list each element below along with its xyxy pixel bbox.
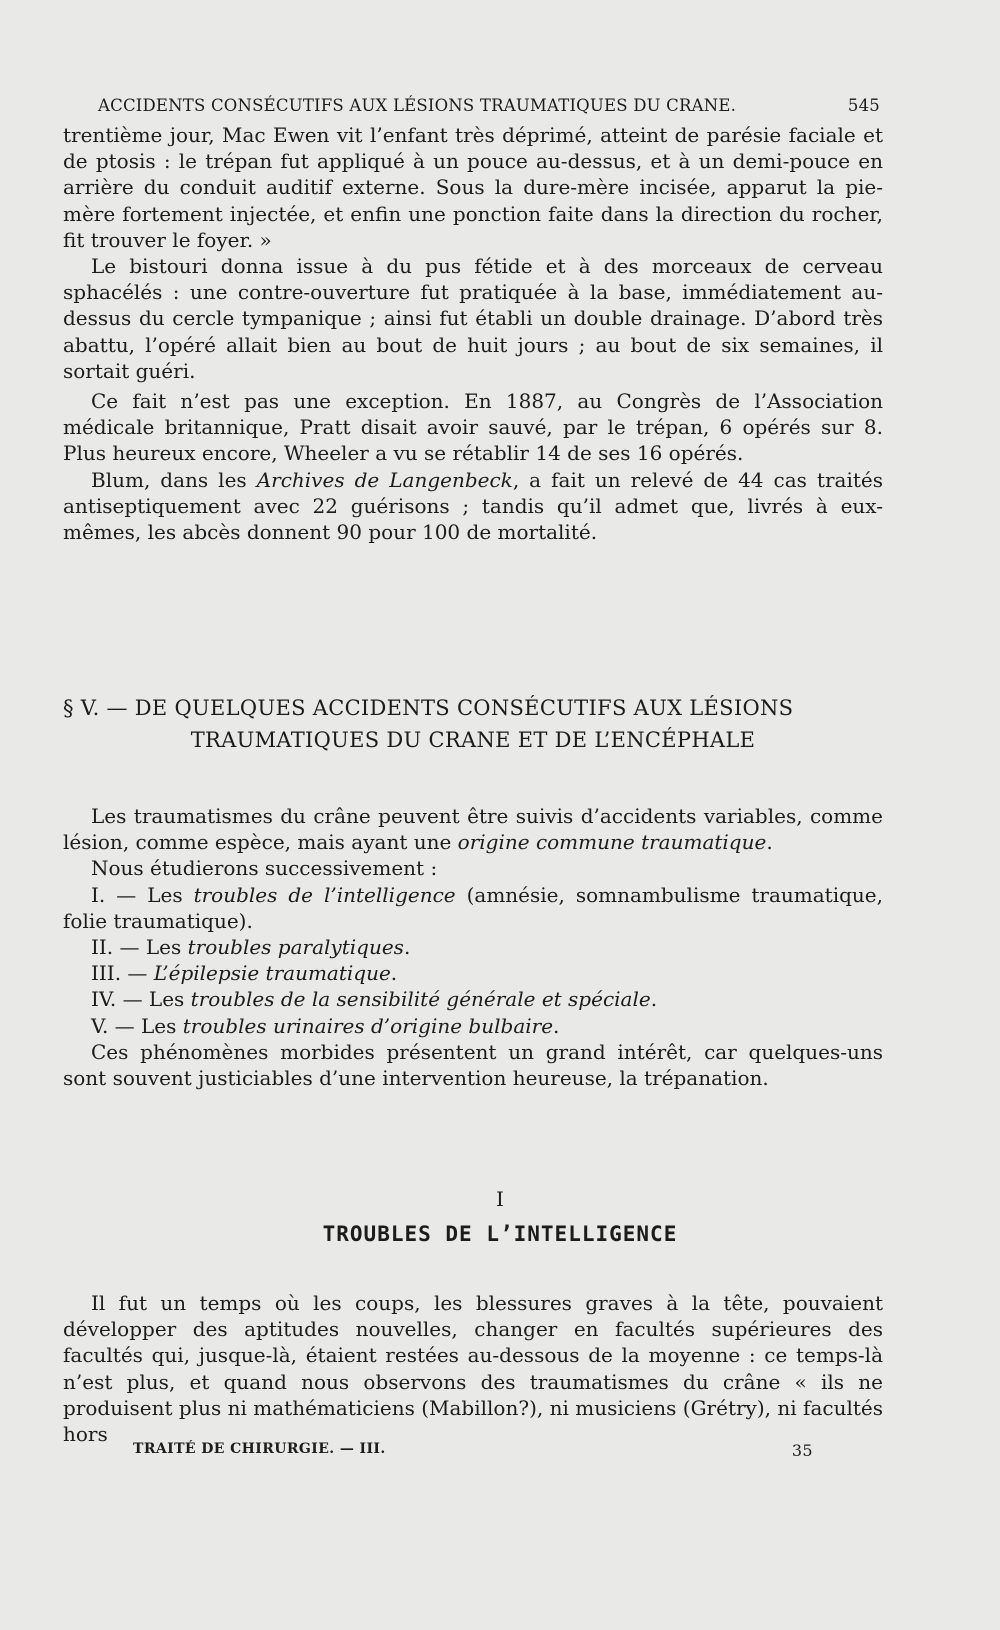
paragraph-closing: Ces phénomènes morbides présentent un grand intérêt, car quelques-uns sont souvent justiciables d’une intervention heureuse, la trépanation. xyxy=(63,1039,883,1091)
paragraph-exception: Ce fait n’est pas une exception. En 1887, au Congrès de l’Association médicale britannique, Pratt disait avoir sauvé, par le trépan, 6 opérés sur 8. Plus heureux encore, Wheeler a vu se rétablir 14 de ses 16 opérés. xyxy=(63,389,883,466)
page-number: 545 xyxy=(847,96,880,115)
list-item-2-italic: troubles paralytiques xyxy=(187,935,404,960)
blum-text-before: Blum, dans les xyxy=(91,467,257,492)
list-item-4-italic: troubles de la sensibilité générale et spéciale xyxy=(190,987,651,1012)
list-item-5-suffix: . xyxy=(553,1013,560,1038)
chapter-title: TROUBLES DE L’INTELLIGENCE xyxy=(322,1222,678,1246)
footer xyxy=(133,1441,813,1460)
list-item-4 xyxy=(63,986,883,1012)
blum-text-after: , a fait un relevé de 44 cas traités antiseptiquement avec 22 guérisons ; tandis qu’il admet que, livrés à eux-mêmes, les abcès donnent 90 pour 100 de mortalité. xyxy=(63,467,883,545)
list-item-2-suffix: . xyxy=(403,935,411,960)
paragraph-continuation: trentième jour, Mac Ewen vit l’enfant très déprimé, atteint de parésie faciale et de ptosis : le trépan fut appliqué à un pouce au-dessus, et à un demi-pouce en arrière du conduit auditif externe. Sous la dure-mère incisée, apparut la pie-mère fortement injectée, et enfin une ponction faite dans la direction du rocher, fit trouver le foyer. » xyxy=(63,123,883,252)
section-heading xyxy=(63,692,883,756)
intro-after: . xyxy=(766,830,773,855)
footer-title: TRAITÉ DE CHIRURGIE. — III. xyxy=(133,1441,386,1457)
list-item-2-prefix: II. — Les xyxy=(91,935,188,960)
list-item-5-italic: troubles urinaires d’origine bulbaire xyxy=(182,1013,554,1038)
section-heading-line1: § V. — DE QUELQUES ACCIDENTS CONSÉCUTIFS AUX LÉSIONS xyxy=(63,696,794,720)
paragraph-intro xyxy=(63,803,883,855)
list-item-4-suffix: . xyxy=(650,987,658,1012)
chapter-number: I xyxy=(496,1187,504,1211)
paragraph-study: Nous étudierons successivement : xyxy=(91,856,438,881)
list-item-3 xyxy=(63,960,883,986)
list-item-1-italic: troubles de l’intelligence xyxy=(193,882,456,907)
intro-italic: origine commune traumatique xyxy=(457,830,767,855)
list-item-5-prefix: V. — Les xyxy=(91,1013,183,1038)
running-head xyxy=(98,96,880,115)
body-text-chapter xyxy=(63,1290,883,1447)
list-item-3-suffix: . xyxy=(390,961,398,986)
list-item-2 xyxy=(63,934,883,960)
list-item-3-italic: L’épilepsie traumatique xyxy=(153,961,391,986)
paragraph-blum xyxy=(63,467,883,546)
list-item-1 xyxy=(63,882,883,934)
list-item-1-prefix: I. — Les xyxy=(91,882,194,907)
section-heading-line2: TRAUMATIQUES DU CRANE ET DE L’ENCÉPHALE xyxy=(190,728,756,752)
list-item-4-prefix: IV. — Les xyxy=(91,987,191,1012)
list-item-5 xyxy=(63,1013,883,1039)
list-item-3-prefix: III. — xyxy=(91,961,154,986)
paragraph-final: Il fut un temps où les coups, les blessures graves à la tête, pouvaient développer des aptitudes nouvelles, changer en facultés supérieures des facultés qui, jusque-là, étaient restées au-dessous de la moyenne : ce temps-là n’est plus, et quand nous observons des traumatismes du crâne « ils ne produisent plus ni mathématiciens (Mabillon?), ni musiciens (Grétry), ni facultés hors xyxy=(63,1291,883,1447)
list-item-1-suffix: (amnésie, somnambulisme traumatique, folie traumatique). xyxy=(63,882,883,933)
signature-number: 35 xyxy=(791,1441,813,1460)
body-text-section xyxy=(63,803,883,1091)
paragraph-bistouri: Le bistouri donna issue à du pus fétide et à des morceaux de cerveau sphacélés : une contre-ouverture fut pratiquée à la base, immédiatement au-dessus du cercle tympanique ; ainsi fut établi un double drainage. D’abord très abattu, l’opéré allait bien au bout de huit jours ; au bout de six semaines, il sortait guéri. xyxy=(63,254,883,383)
body-text-top xyxy=(63,122,883,545)
blum-italic: Archives de Langenbeck xyxy=(256,467,513,492)
intro-before: Les traumatismes du crâne peuvent être suivis d’accidents variables, comme lésion, comme espèce, mais ayant une xyxy=(63,804,883,855)
running-head-title: ACCIDENTS CONSÉCUTIFS AUX LÉSIONS TRAUMATIQUES DU CRANE. xyxy=(98,96,737,115)
